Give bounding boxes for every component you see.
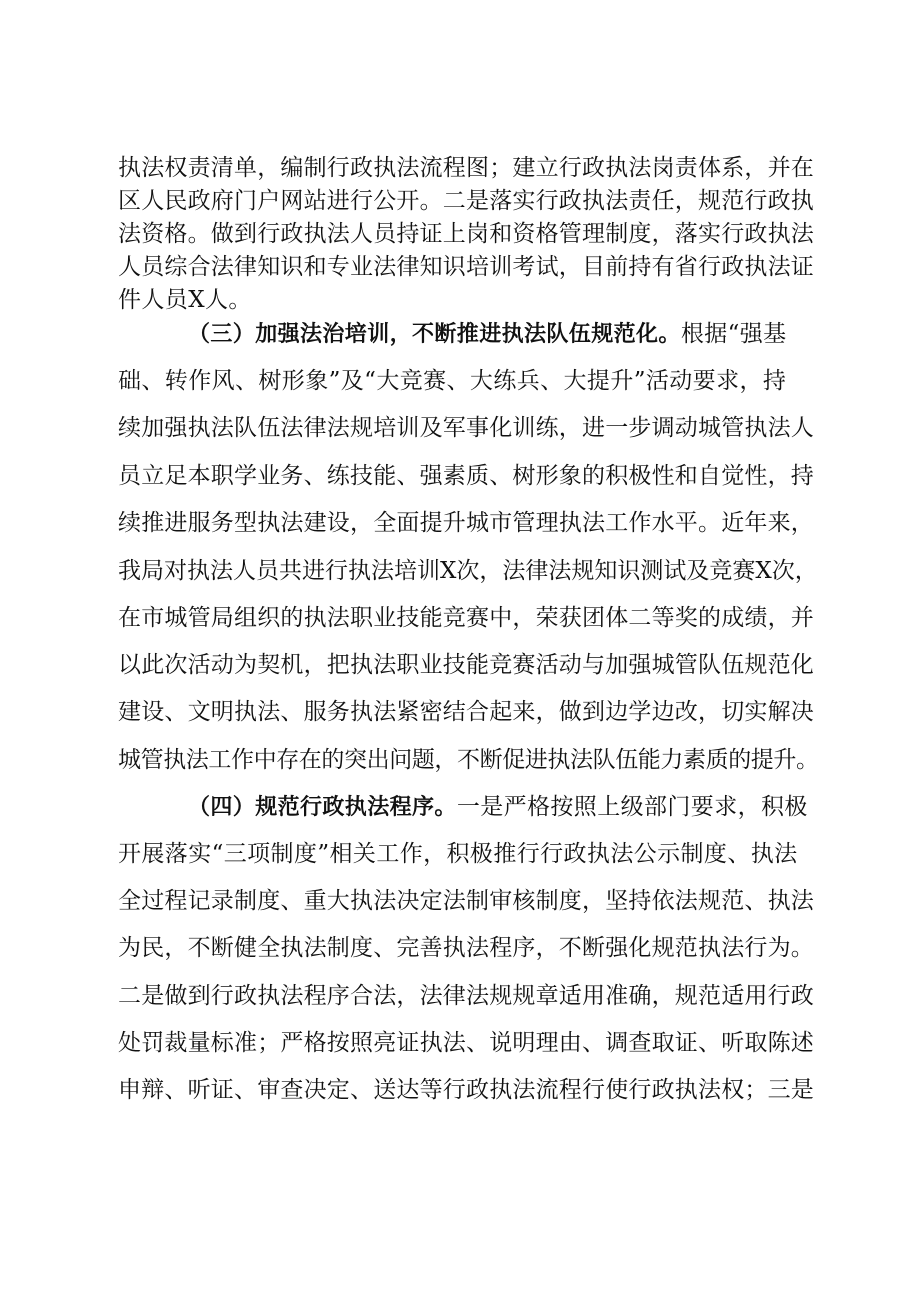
paragraph-line: 全过程记录制度、重大执法决定法制审核制度，坚持依法规范、执法 <box>118 888 814 914</box>
paragraph-line: 员立足本职学业务、练技能、强素质、树形象的积极性和自觉性，持 <box>118 463 814 489</box>
paragraph-line: 执法权责清单，编制行政执法流程图；建立行政执法岗责体系，并在 <box>118 155 814 181</box>
section-3-first-line <box>188 314 818 354</box>
section-4-heading: （四）规范行政执法程序。 <box>188 795 457 820</box>
paragraph-line: 人员综合法律知识和专业法律知识培训考试，目前持有省行政执法证 <box>118 254 814 280</box>
section-4-first-line <box>188 787 818 827</box>
paragraph-line: 城管执法工作中存在的突出问题，不断促进执法队伍能力素质的提升。 <box>118 747 819 773</box>
paragraph-line: 我局对执法人员共进行执法培训X次，法律法规知识测试及竞赛X次， <box>118 558 818 584</box>
section-3-first-line-text: 根据“强基 <box>680 321 787 347</box>
paragraph-line: 在市城管局组织的执法职业技能竞赛中，荣获团体二等奖的成绩，并 <box>118 605 814 631</box>
paragraph-line: 以此次活动为契机，把执法职业技能竞赛活动与加强城管队伍规范化 <box>118 652 814 678</box>
paragraph-line: 法资格。做到行政执法人员持证上岗和资格管理制度，落实行政执法 <box>118 221 814 247</box>
paragraph-line: 开展落实“三项制度”相关工作，积极推行行政执法公示制度、执法 <box>118 841 798 867</box>
section-4-first-line-text: 一是严格按照上级部门要求，积极 <box>456 794 808 820</box>
paragraph-line: 续加强执法队伍法律法规培训及军事化训练，进一步调动城管执法人 <box>118 415 814 441</box>
paragraph-line: 为民，不断健全执法制度、完善执法程序，不断强化规范执法行为。 <box>118 935 814 961</box>
paragraph-line: 础、转作风、树形象”及“大竞赛、大练兵、大提升”活动要求，持 <box>118 368 787 394</box>
paragraph-line: 续推进服务型执法建设，全面提升城市管理执法工作水平。近年来， <box>118 510 814 536</box>
paragraph-line: 建设、文明执法、服务执法紧密结合起来，做到边学边改，切实解决 <box>118 699 814 725</box>
section-3-heading: （三）加强法治培训，不断推进执法队伍规范化。 <box>188 322 681 347</box>
paragraph-line: 处罚裁量标准；严格按照亮证执法、说明理由、调查取证、听取陈述 <box>118 1030 814 1056</box>
paragraph-line: 二是做到行政执法程序合法，法律法规规章适用准确，规范适用行政 <box>118 983 814 1009</box>
paragraph-line: 区人民政府门户网站进行公开。二是落实行政执法责任，规范行政执 <box>118 188 814 214</box>
paragraph-line: 申辩、听证、审查决定、送达等行政执法流程行使行政执法权；三是 <box>118 1077 814 1103</box>
paragraph-line: 件人员X人。 <box>118 287 252 313</box>
